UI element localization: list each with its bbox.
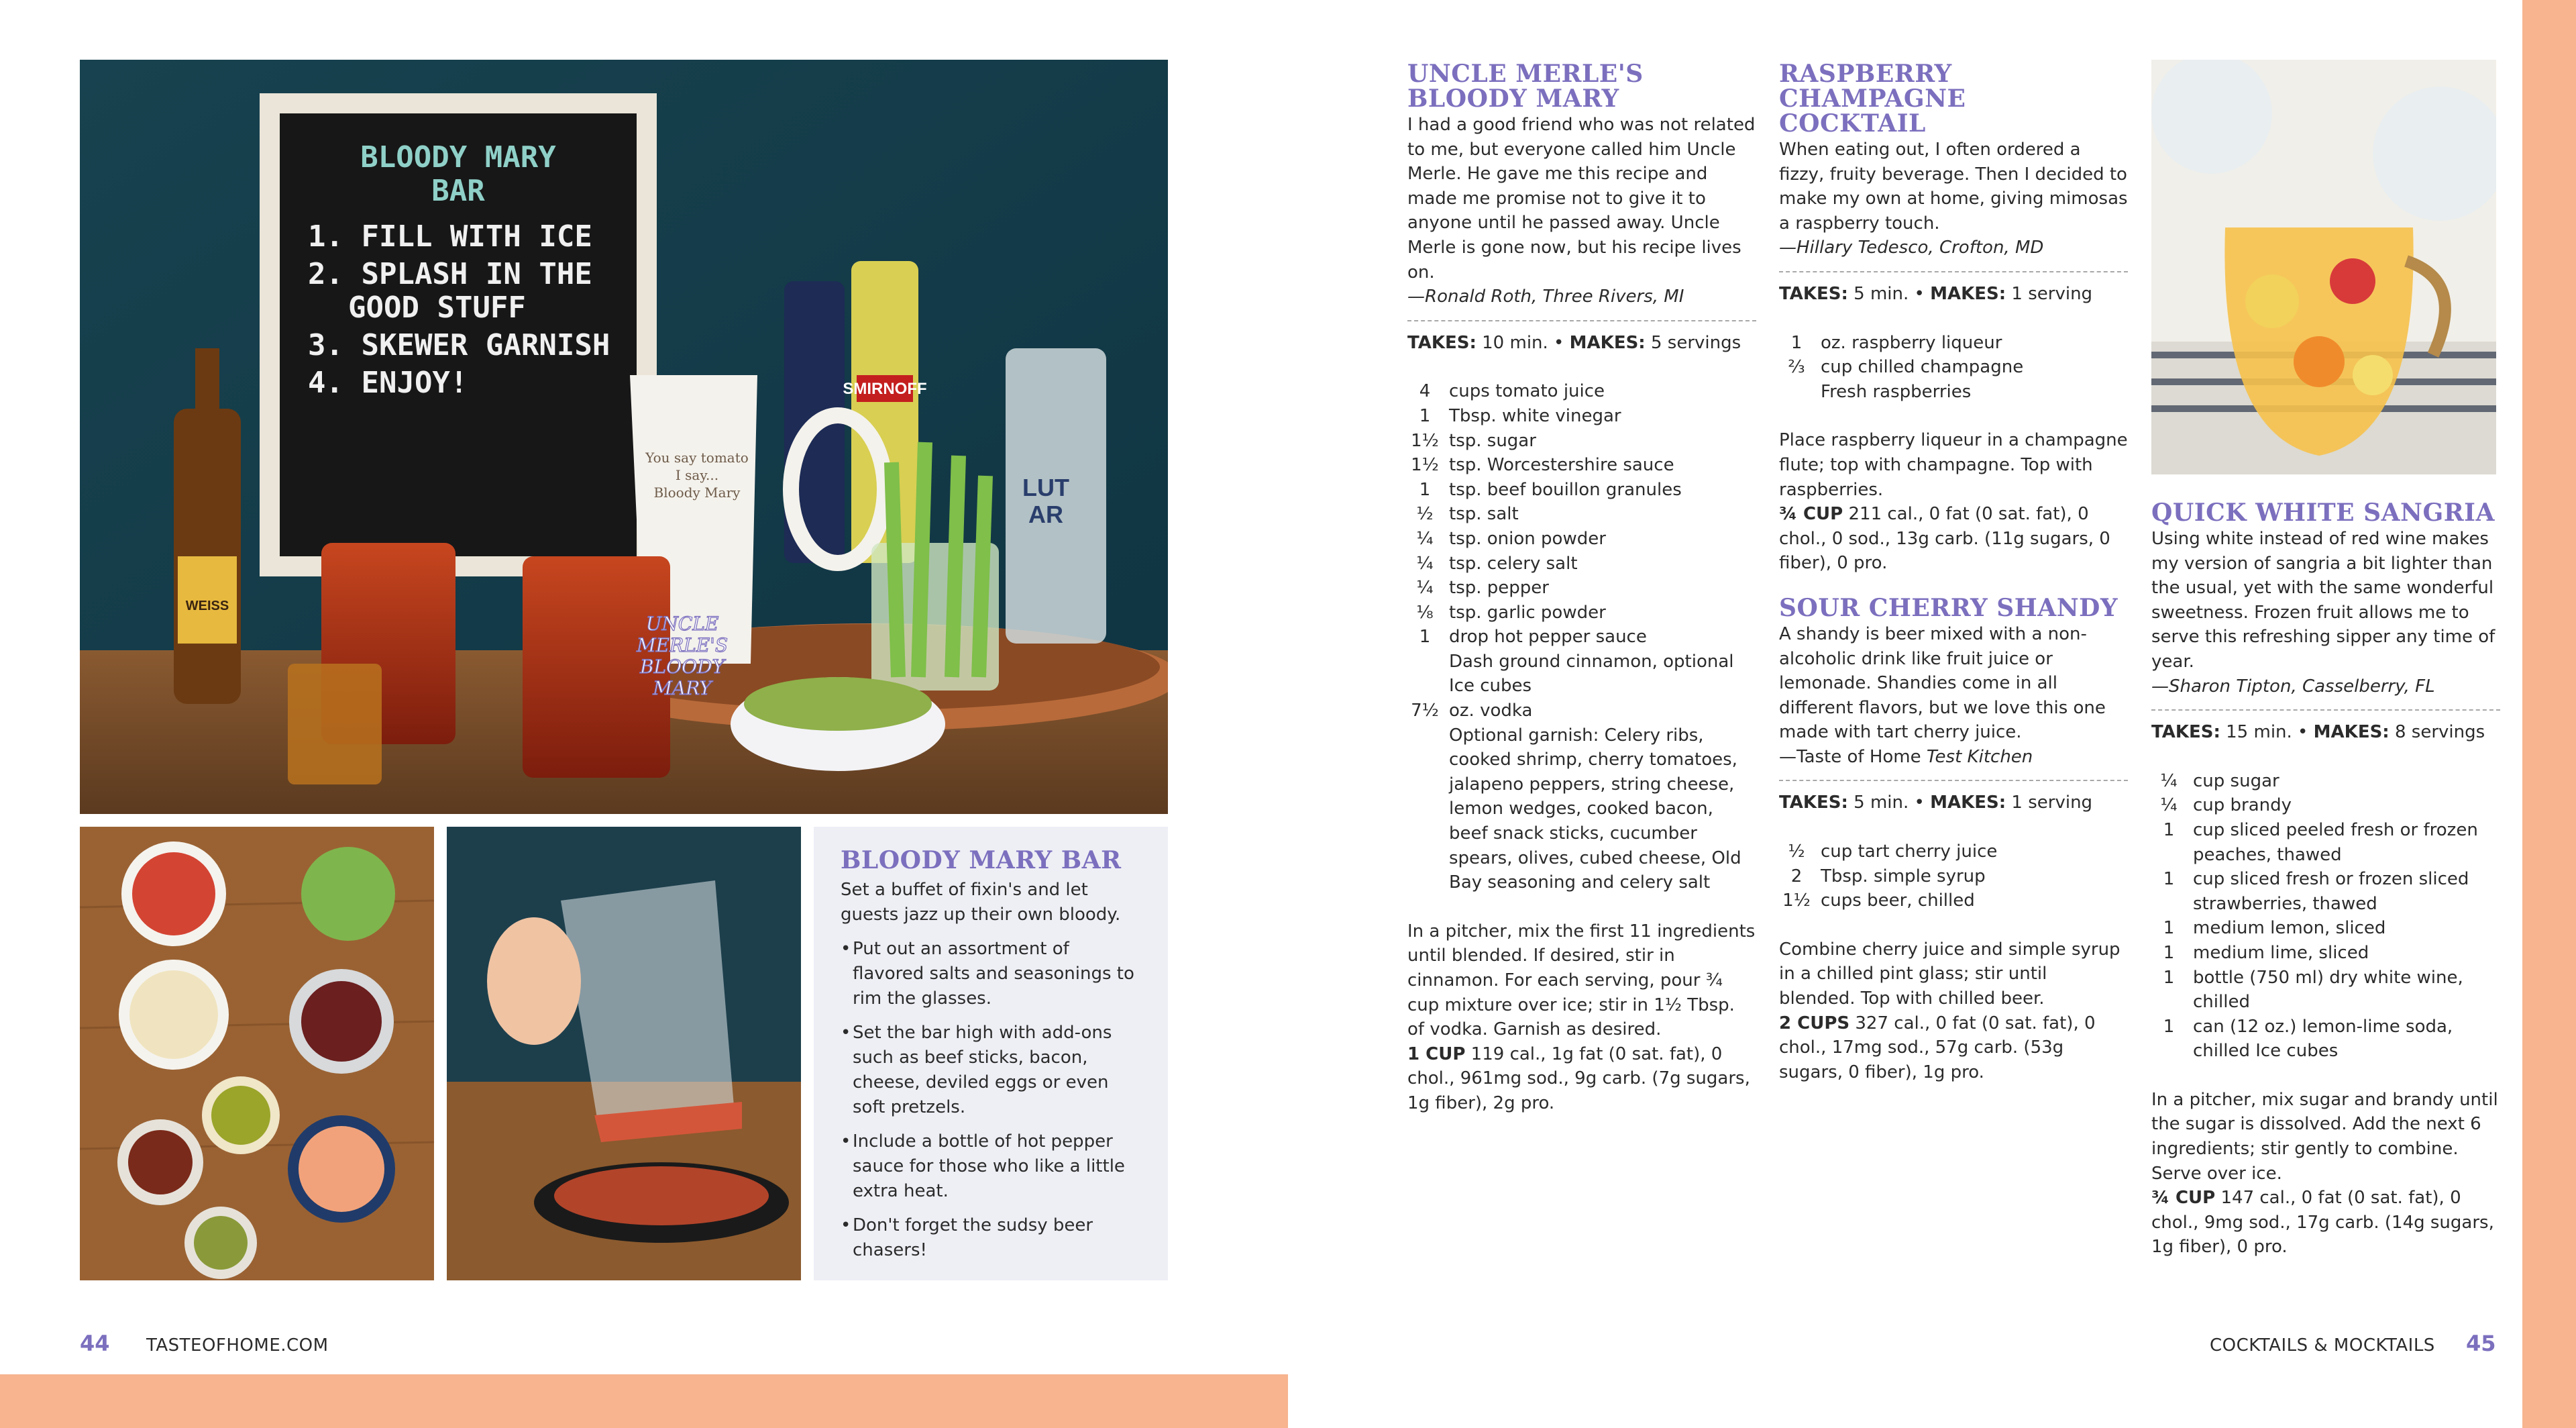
sidebar-intro: Set a buffet of fixin's and let guests jazz up their own bloody. bbox=[841, 880, 1121, 925]
dashed-divider bbox=[1779, 780, 2128, 781]
board-line-5: GOOD STUFF bbox=[348, 291, 526, 325]
board-line-2: BAR bbox=[431, 174, 485, 208]
recipe-takes-makes: TAKES: 10 min. • MAKES: 5 servings bbox=[1407, 332, 1741, 353]
recipe-directions: Place raspberry liqueur in a champagne flute; top with champagne. Top with raspberries. bbox=[1779, 430, 2128, 500]
sidebar-tip: • Set the bar high with add-ons such as beef sticks, bacon, cheese, deviled eggs or even soft pretzels. bbox=[841, 1021, 1141, 1120]
recipe-nutrition: ¾ CUP 211 cal., 0 fat (0 sat. fat), 0 chol., 0 sod., 13g carb. (11g sugars, 0 fiber), 0 pro. bbox=[1779, 504, 2110, 574]
footer-section-name: COCKTAILS & MOCKTAILS bbox=[2210, 1335, 2435, 1356]
sidebar-tip-list bbox=[841, 937, 1141, 1263]
recipe-intro: Using white instead of red wine makes my version of sangria a bit lighter than the usual, yet with the same wonderful sweetness. Frozen fruit allows me to serve this refreshing sipper any time of year. bbox=[2151, 529, 2496, 672]
recipe-title-line-2: BLOODY MARY bbox=[1407, 85, 1619, 113]
ingredient-list: 4 cups tomato juice 1 Tbsp. white vinegar 1½ tsp. sugar 1½ tsp. Worcestershire sauce 1 tsp. beef bouillon granules ½ tsp. salt ¼ tsp. onion powder ¼ tsp. celery salt ¼ tsp. pepper ⅛ tsp. garlic powder 1 drop hot pepper sauce Dash ground cinnamon, optional Ice cubes 7½ oz. vodka Optional garnish: Celery ribs, cooked shrimp, cherry tomatoes, jalapeno peppers, string cheese, lemon wedges, cooked bacon, beef snack sticks, cucumber spears, olives, cubed cheese, Old Bay seasoning and celery salt bbox=[1411, 381, 1741, 893]
recipe-raspberry-champagne-cocktail bbox=[1779, 62, 2128, 576]
recipe-author: —Taste of Home Test Kitchen bbox=[1779, 746, 2033, 767]
white-sangria-photo bbox=[2151, 60, 2496, 474]
sidebar-title: BLOODY MARY BAR bbox=[841, 846, 1122, 874]
absolut-label-1: LUT bbox=[1022, 474, 1069, 501]
recipe-directions: In a pitcher, mix sugar and brandy until the sugar is dissolved. Add the next 6 ingredients; stir gently to combine. Serve over ice. bbox=[2151, 1089, 2498, 1184]
recipe-title-line-1: QUICK WHITE SANGRIA bbox=[2151, 499, 2495, 527]
board-line-1: BLOODY MARY bbox=[360, 140, 556, 174]
recipe-title-line-1: RASPBERRY CHAMPAGNE bbox=[1779, 60, 1966, 113]
recipe-author: —Ronald Roth, Three Rivers, MI bbox=[1407, 287, 1684, 307]
page-number-right: 45 bbox=[2466, 1331, 2496, 1356]
dashed-divider bbox=[1779, 271, 2128, 272]
recipe-author: —Hillary Tedesco, Crofton, MD bbox=[1779, 238, 2044, 258]
sidebar-tip: • Include a bottle of hot pepper sauce for those who like a little extra heat. bbox=[841, 1129, 1141, 1204]
recipe-uncle-merles-bloody-mary bbox=[1407, 62, 1756, 1116]
recipe-directions: Combine cherry juice and simple syrup in a chilled pint glass; stir until blended. Top with chilled beer. bbox=[1779, 939, 2121, 1009]
recipe-intro: A shandy is beer mixed with a non-alcoholic drink like fruit juice or lemonade. Shandies come in all different flavors, but we love this one made with tart cherry juice. bbox=[1779, 623, 2106, 743]
recipe-title-line-2: COCKTAIL bbox=[1779, 109, 1926, 138]
glass-rim-photo bbox=[447, 827, 801, 1280]
recipe-nutrition: ¾ CUP 147 cal., 0 fat (0 sat. fat), 0 chol., 9mg sod., 17g carb. (14g sugars, 1g fiber), 0 pro. bbox=[2151, 1188, 2494, 1258]
footer-site-name: TASTEOFHOME.COM bbox=[146, 1335, 329, 1356]
recipe-title-line-1: SOUR CHERRY SHANDY bbox=[1779, 593, 2118, 622]
photo-label-line-2: MERLE'S bbox=[636, 634, 729, 656]
photo-label-line-1: UNCLE bbox=[645, 613, 719, 635]
bloody-mary-bar-photo bbox=[80, 60, 1168, 814]
smirnoff-label: SMIRNOFF bbox=[843, 380, 927, 398]
page-accent-bar-bottom bbox=[0, 1374, 1288, 1428]
recipe-nutrition: 1 CUP 119 cal., 1g fat (0 sat. fat), 0 chol., 961mg sod., 9g carb. (7g sugars, 1g fiber), 2g pro. bbox=[1407, 1043, 1750, 1113]
page-number-left: 44 bbox=[80, 1331, 110, 1356]
recipe-nutrition: 2 CUPS 327 cal., 0 fat (0 sat. fat), 0 chol., 17mg sod., 57g carb. (53g sugars, 0 fiber), 1g pro. bbox=[1779, 1013, 2096, 1082]
recipe-takes-makes: TAKES: 5 min. • MAKES: 1 serving bbox=[1779, 283, 2093, 304]
recipe-sour-cherry-shandy bbox=[1779, 593, 2128, 1085]
photo-label-line-3: BLOODY bbox=[639, 656, 725, 678]
ingredient-list: 1 oz. raspberry liqueur ⅔ cup chilled champagne Fresh raspberries bbox=[1788, 332, 2024, 402]
pitcher-text-3: Bloody Mary bbox=[653, 484, 741, 501]
recipe-column-2 bbox=[1779, 62, 2128, 1084]
recipe-takes-makes: TAKES: 5 min. • MAKES: 1 serving bbox=[1779, 793, 2093, 813]
board-line-3: 1. FILL WITH ICE bbox=[308, 219, 592, 254]
dashed-divider bbox=[1407, 320, 1756, 321]
absolut-label-2: AR bbox=[1028, 501, 1063, 528]
page-accent-bar-right bbox=[2522, 0, 2576, 1428]
ingredient-list: ½ cup tart cherry juice 2 Tbsp. simple syrup 1½ cups beer, chilled bbox=[1782, 842, 1998, 911]
ingredient-list: ¼ cup sugar ¼ cup brandy 1 cup sliced peeled fresh or frozen peaches, thawed 1 cup sliced fresh or frozen sliced strawberries, thawed 1 medium lemon, sliced 1 medium lime, sliced 1 bottle (750 ml) dry white wine, chilled 1 can (12 oz.) lemon-lime soda, chilled Ice cubes bbox=[2160, 770, 2478, 1062]
beer-label: WEISS bbox=[185, 599, 229, 613]
board-line-4: 2. SPLASH IN THE bbox=[308, 257, 592, 291]
recipe-directions: In a pitcher, mix the first 11 ingredients until blended. If desired, stir in cinnamon. For each serving, pour ¾ cup mixture over ice; stir in 1½ Tbsp. of vodka. Garnish as desired. bbox=[1407, 921, 1756, 1040]
sidebar-tip: • Don't forget the sudsy beer chasers! bbox=[841, 1213, 1141, 1263]
photo-label-line-4: MARY bbox=[653, 677, 712, 699]
pitcher-text-1: You say tomato bbox=[645, 450, 749, 466]
bloody-mary-bar-sidebar bbox=[814, 827, 1168, 1280]
board-line-6: 3. SKEWER GARNISH bbox=[308, 328, 610, 362]
recipe-title-line-1: UNCLE MERLE'S bbox=[1407, 60, 1644, 88]
recipe-quick-white-sangria bbox=[2151, 501, 2500, 1260]
recipe-takes-makes: TAKES: 15 min. • MAKES: 8 servings bbox=[2151, 722, 2485, 743]
pitcher-text-2: I say... bbox=[675, 467, 719, 483]
recipe-intro: I had a good friend who was not related to me, but everyone called him Uncle Merle. He gave me this recipe and made me promise not to give it to anyone until he passed away. Uncle Merle is gone now, but his recipe lives on. bbox=[1407, 115, 1756, 283]
garnish-board-photo bbox=[80, 827, 434, 1280]
recipe-intro: When eating out, I often ordered a fizzy, fruity beverage. Then I decided to make my own at home, giving mimosas a raspberry touch. bbox=[1779, 140, 2128, 234]
recipe-author: —Sharon Tipton, Casselberry, FL bbox=[2151, 676, 2435, 697]
dashed-divider bbox=[2151, 709, 2500, 711]
sidebar-tip: • Put out an assortment of flavored salts and seasonings to rim the glasses. bbox=[841, 937, 1141, 1011]
board-line-7: 4. ENJOY! bbox=[308, 366, 468, 400]
